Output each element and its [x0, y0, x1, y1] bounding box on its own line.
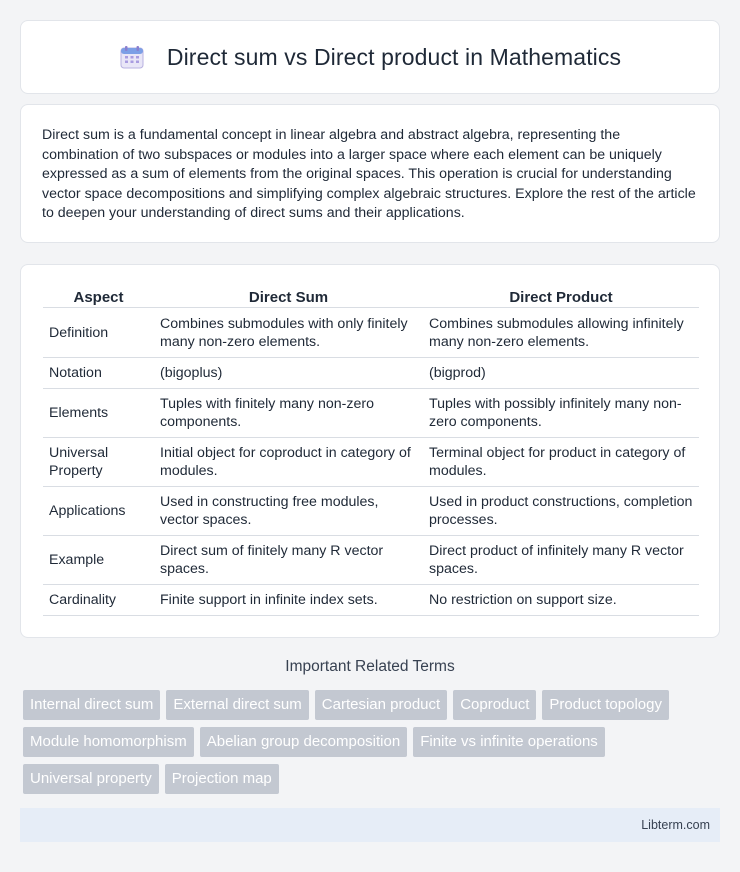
table-header-row	[43, 287, 699, 308]
table-row	[43, 585, 699, 616]
cell-direct-product: Direct product of infinitely many R vector spaces.	[423, 536, 699, 585]
cell-direct-sum: Finite support in infinite index sets.	[154, 585, 423, 616]
cell-aspect: Universal Property	[43, 438, 154, 487]
cell-aspect: Cardinality	[43, 585, 154, 616]
tag-external-direct-sum[interactable]: External direct sum	[166, 690, 308, 720]
footer	[20, 808, 720, 842]
related-terms-title: Important Related Terms	[285, 658, 455, 675]
tag-module-homomorphism[interactable]: Module homomorphism	[23, 727, 194, 757]
footer-site-link[interactable]: Libterm.com	[641, 818, 710, 832]
cell-direct-sum: (bigoplus)	[154, 358, 423, 389]
cell-direct-sum: Tuples with finitely many non-zero components.	[154, 389, 423, 438]
table-row	[43, 308, 699, 358]
cell-direct-product: Tuples with possibly infinitely many non-zero components.	[423, 389, 699, 438]
table-row	[43, 536, 699, 585]
related-terms-tags	[23, 690, 713, 794]
table-row	[43, 438, 699, 487]
page-title: Direct sum vs Direct product in Mathematics	[166, 43, 622, 70]
tag-abelian-group-decomposition[interactable]: Abelian group decomposition	[200, 727, 407, 757]
cell-direct-sum: Combines submodules with only finitely many non-zero elements.	[154, 308, 423, 358]
cell-aspect: Example	[43, 536, 154, 585]
cell-direct-product: No restriction on support size.	[423, 585, 699, 616]
table-row	[43, 389, 699, 438]
cell-direct-product: Terminal object for product in category of modules.	[423, 438, 699, 487]
cell-direct-product: Combines submodules allowing infinitely many non-zero elements.	[423, 308, 699, 358]
cell-direct-sum: Direct sum of finitely many R vector spaces.	[154, 536, 423, 585]
tag-projection-map[interactable]: Projection map	[165, 764, 279, 794]
cell-direct-sum: Initial object for coproduct in category of modules.	[154, 438, 423, 487]
header-direct-product: Direct Product	[423, 287, 699, 308]
calendar-icon	[119, 44, 145, 70]
comparison-table	[43, 287, 699, 616]
tag-internal-direct-sum[interactable]: Internal direct sum	[23, 690, 160, 720]
cell-aspect: Applications	[43, 487, 154, 536]
table-row	[43, 487, 699, 536]
tag-universal-property[interactable]: Universal property	[23, 764, 159, 794]
intro-card	[20, 104, 720, 243]
comparison-table-card	[20, 264, 720, 638]
cell-aspect: Elements	[43, 389, 154, 438]
tag-cartesian-product[interactable]: Cartesian product	[315, 690, 447, 720]
table-row	[43, 358, 699, 389]
header-aspect: Aspect	[43, 287, 154, 308]
tag-coproduct[interactable]: Coproduct	[453, 690, 536, 720]
cell-direct-product: (bigprod)	[423, 358, 699, 389]
cell-aspect: Notation	[43, 358, 154, 389]
cell-direct-product: Used in product constructions, completion processes.	[423, 487, 699, 536]
tag-finite-vs-infinite-operations[interactable]: Finite vs infinite operations	[413, 727, 605, 757]
cell-direct-sum: Used in constructing free modules, vector spaces.	[154, 487, 423, 536]
intro-paragraph: Direct sum is a fundamental concept in linear algebra and abstract algebra, representing the combination of two subspaces or modules into a larger space where each element can be uniquely expressed as a sum of elements from the original spaces. This operation is crucial for understanding vector space decompositions and simplifying complex algebraic structures. Explore the rest of the article to deepen your understanding of direct sums and their applications.	[42, 127, 696, 222]
title-wrap	[119, 44, 621, 71]
header-direct-sum: Direct Sum	[154, 287, 423, 308]
cell-aspect: Definition	[43, 308, 154, 358]
tag-product-topology[interactable]: Product topology	[542, 690, 669, 720]
header-card	[20, 20, 720, 94]
